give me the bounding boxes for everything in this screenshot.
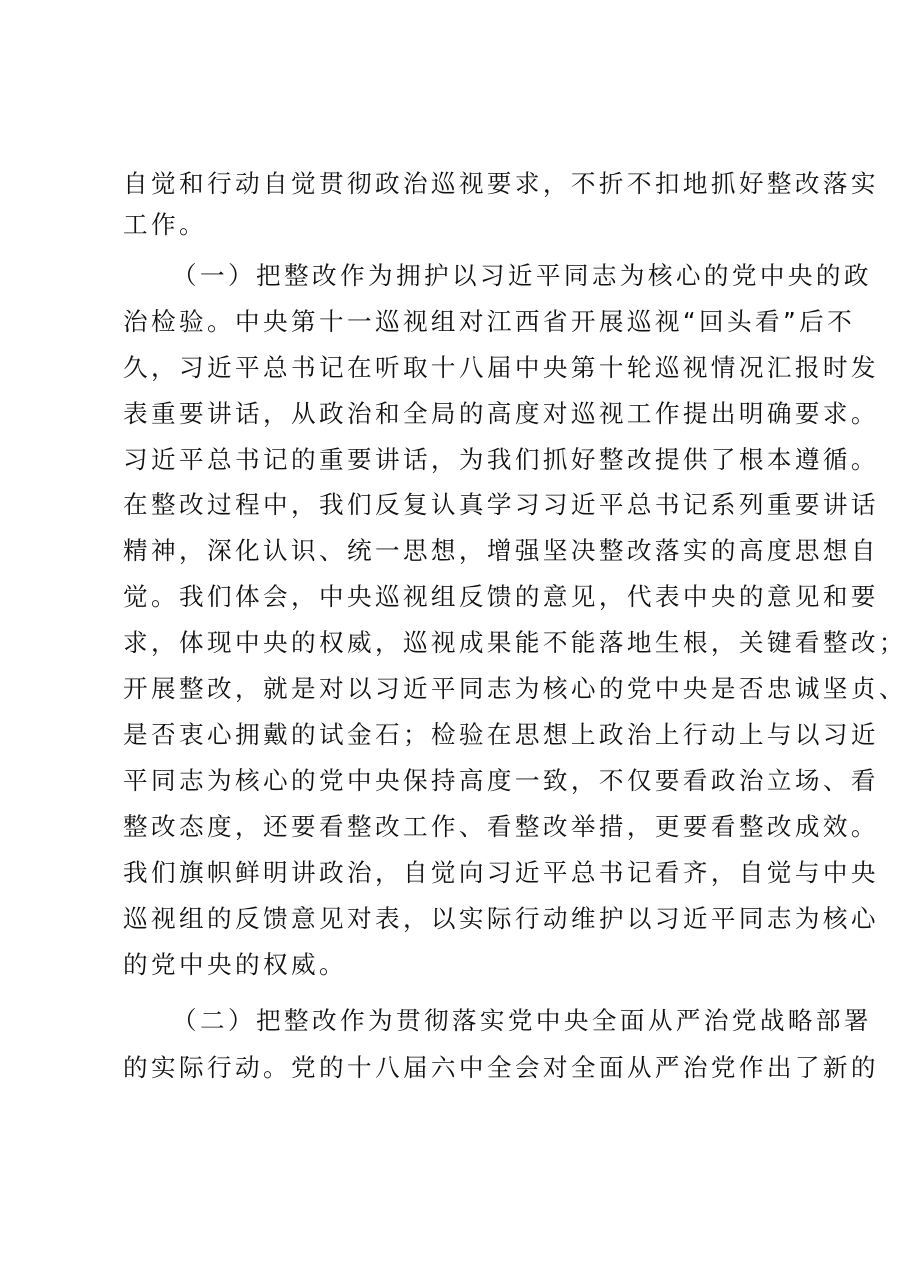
text-line: 工作。 <box>123 210 207 239</box>
text-line: 治检验。中央第十一巡视组对江西省开展巡视“回头看”后不 <box>123 307 856 336</box>
text-line: 习近平总书记的重要讲话，为我们抓好整改提供了根本遵循。 <box>123 445 879 474</box>
text-line: 开展整改，就是对以习近平同志为核心的党中央是否忠诚坚贞、 <box>123 674 907 703</box>
text-line: 我们旗帜鲜明讲政治，自觉向习近平总书记看齐，自觉与中央 <box>123 858 879 887</box>
text-line: 在整改过程中，我们反复认真学习习近平总书记系列重要讲话 <box>123 490 879 519</box>
text-line: 的实际行动。党的十八届六中全会对全面从严治党作出了新的 <box>123 1053 879 1082</box>
text-line: 求，体现中央的权威，巡视成果能不能落地生根，关键看整改； <box>123 628 907 657</box>
section-heading-line: （一）把整改作为拥护以习近平同志为核心的党中央的政 <box>172 261 872 290</box>
section-heading-line: （二）把整改作为贯彻落实党中央全面从严治党战略部署 <box>172 1006 872 1035</box>
text-line: 精神，深化认识、统一思想，增强坚决整改落实的高度思想自 <box>123 536 879 565</box>
text-line: 平同志为核心的党中央保持高度一致，不仅要看政治立场、看 <box>123 766 879 795</box>
text-line: 的党中央的权威。 <box>123 950 347 979</box>
text-line: 巡视组的反馈意见对表，以实际行动维护以习近平同志为核心 <box>123 904 879 933</box>
text-line: 整改态度，还要看整改工作、看整改举措，更要看整改成效。 <box>123 812 879 841</box>
text-line: 觉。我们体会，中央巡视组反馈的意见，代表中央的意见和要 <box>123 582 879 611</box>
text-line: 久，习近平总书记在听取十八届中央第十轮巡视情况汇报时发 <box>123 353 879 382</box>
text-line: 是否衷心拥戴的试金石；检验在思想上政治上行动上与以习近 <box>123 720 879 749</box>
text-line: 自觉和行动自觉贯彻政治巡视要求，不折不扣地抓好整改落实 <box>123 169 879 198</box>
text-line: 表重要讲话，从政治和全局的高度对巡视工作提出明确要求。 <box>123 399 879 428</box>
